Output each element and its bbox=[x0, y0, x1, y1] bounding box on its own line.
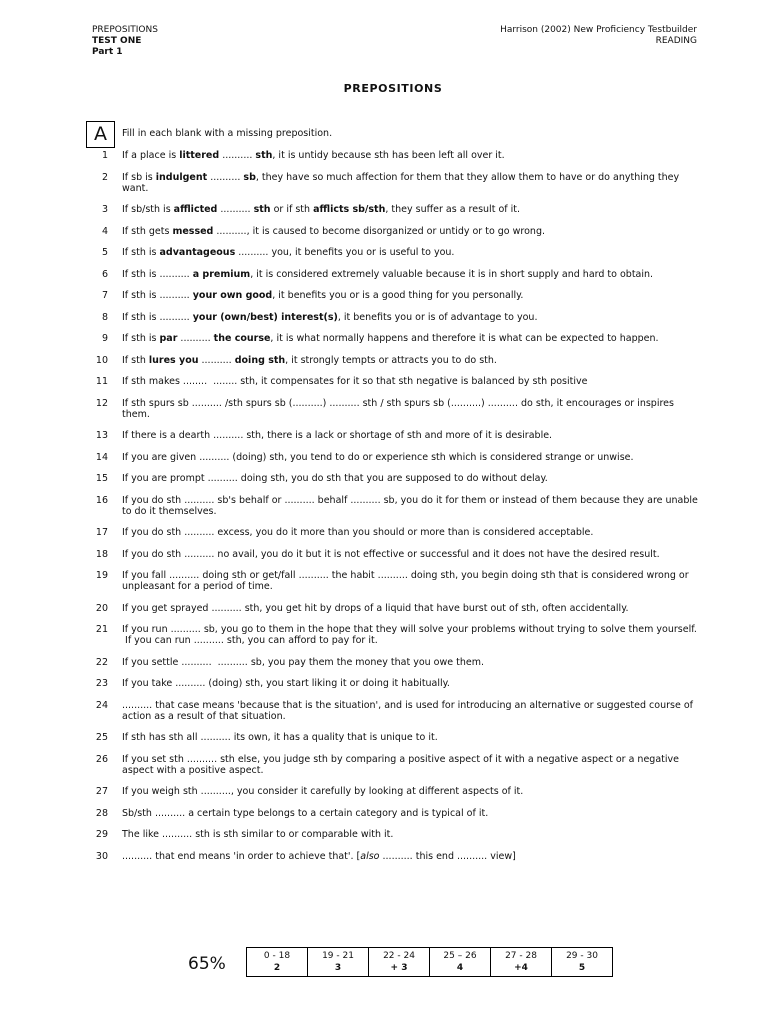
item-text: If you take .......... (doing) sth, you start liking it or doing it habitually. bbox=[122, 678, 450, 689]
item-number: 23 bbox=[95, 678, 108, 689]
item-number: 11 bbox=[95, 376, 108, 387]
item-text: If you are given .......... (doing) sth, you tend to do or experience sth which is considered strange or unwise. bbox=[122, 451, 634, 463]
item-text: If you get sprayed .......... sth, you get hit by drops of a liquid that have burst out of sth, often accidentally. bbox=[122, 602, 629, 614]
exercise-item bbox=[0, 624, 768, 646]
score-band bbox=[308, 948, 369, 977]
score-grade: 4 bbox=[456, 963, 464, 973]
score-grade: + 3 bbox=[390, 963, 408, 973]
item-text: If sth makes ........ ........ sth, it compensates for it so that sth negative is balanced by sth positive bbox=[122, 376, 588, 387]
item-number: 24 bbox=[95, 699, 108, 711]
item-number: 16 bbox=[95, 494, 108, 506]
item-text: If sth gets messed .........., it is caused to become disorganized or untidy or to go wrong. bbox=[122, 225, 545, 237]
score-band bbox=[430, 948, 491, 977]
item-text: If you do sth .......... sb's behalf or .......... behalf .......... sb, you do it for them or instead of them because they are unable to do it themselves. bbox=[122, 494, 698, 517]
item-number: 1 bbox=[101, 150, 108, 161]
exercise-item bbox=[0, 172, 768, 194]
score-band bbox=[552, 948, 613, 977]
score-row bbox=[247, 948, 613, 977]
score-percent: 65% bbox=[188, 954, 226, 974]
exercise-item bbox=[0, 333, 768, 344]
score-range: 25 – 26 bbox=[443, 951, 477, 961]
item-text: If you are prompt .......... doing sth, you do sth that you are supposed to do without delay. bbox=[122, 473, 548, 484]
section-label: A bbox=[86, 121, 115, 148]
header-part: Part 1 bbox=[92, 47, 123, 57]
exercise-list bbox=[0, 150, 768, 872]
item-text: .......... that end means 'in order to achieve that'. [also .......... this end .......... view] bbox=[122, 850, 516, 862]
exercise-item bbox=[0, 732, 768, 743]
exercise-item bbox=[0, 754, 768, 776]
score-range: 19 - 21 bbox=[322, 951, 354, 961]
header-subject: PREPOSITIONS bbox=[92, 25, 158, 35]
score-band bbox=[247, 948, 308, 977]
header-skill: READING bbox=[655, 36, 697, 46]
item-number: 2 bbox=[101, 171, 108, 183]
item-text: If there is a dearth .......... sth, there is a lack or shortage of sth and more of it is desirable. bbox=[122, 430, 553, 441]
section-instruction: Fill in each blank with a missing preposition. bbox=[122, 128, 333, 139]
item-text: If you set sth .......... sth else, you judge sth by comparing a positive aspect of it with a negative aspect or a negative aspect with a positive aspect. bbox=[122, 753, 679, 776]
item-text: If sb/sth is afflicted .......... sth or if sth afflicts sb/sth, they suffer as a result of it. bbox=[122, 204, 521, 215]
exercise-item bbox=[0, 495, 768, 517]
item-number: 9 bbox=[101, 333, 108, 344]
exercise-item bbox=[0, 430, 768, 441]
exercise-item bbox=[0, 700, 768, 722]
exercise-item bbox=[0, 527, 768, 538]
item-number: 22 bbox=[95, 656, 108, 668]
exercise-item bbox=[0, 657, 768, 668]
score-band bbox=[491, 948, 552, 977]
exercise-item bbox=[0, 808, 768, 819]
exercise-item bbox=[0, 376, 768, 387]
item-number: 30 bbox=[95, 850, 108, 862]
score-band bbox=[369, 948, 430, 977]
item-number: 25 bbox=[95, 732, 108, 743]
exercise-item bbox=[0, 269, 768, 280]
exercise-item bbox=[0, 678, 768, 689]
exercise-item bbox=[0, 247, 768, 258]
exercise-item bbox=[0, 355, 768, 366]
item-text: If you do sth .......... no avail, you do it but it is not effective or successful and it does not have the desired result. bbox=[122, 548, 660, 560]
exercise-item bbox=[0, 290, 768, 301]
score-grade: 3 bbox=[334, 963, 342, 973]
item-text: If sth spurs sb .......... /sth spurs sb (..........) .......... sth / sth spurs sb (..........) .......... do sth, it encourages or inspires them. bbox=[122, 397, 674, 420]
score-grade: 5 bbox=[578, 963, 586, 973]
item-number: 12 bbox=[95, 397, 108, 409]
score-grade: +4 bbox=[514, 963, 528, 973]
item-number: 29 bbox=[95, 829, 108, 840]
exercise-item bbox=[0, 570, 768, 592]
item-text: If sth is par .......... the course, it is what normally happens and therefore it is what can be expected to happen. bbox=[122, 333, 659, 344]
item-number: 18 bbox=[95, 548, 108, 560]
item-number: 26 bbox=[95, 753, 108, 765]
header-source: Harrison (2002) New Proficiency Testbuilder bbox=[500, 25, 697, 35]
item-number: 27 bbox=[95, 786, 108, 797]
score-table bbox=[246, 947, 613, 977]
item-number: 15 bbox=[95, 473, 108, 484]
item-text: .......... that case means 'because that is the situation', and is used for introducing an alternative or suggested course of action as a result of that situation. bbox=[122, 699, 693, 722]
score-range: 22 - 24 bbox=[383, 951, 415, 961]
item-text: If sb is indulgent .......... sb, they have so much affection for them that they allow them to have or do anything they want. bbox=[122, 171, 680, 194]
exercise-item bbox=[0, 549, 768, 560]
header-right bbox=[500, 25, 697, 47]
item-number: 19 bbox=[95, 570, 108, 581]
score-grade: 2 bbox=[273, 963, 281, 973]
item-text: If sth is .......... a premium, it is considered extremely valuable because it is in short supply and hard to obtain. bbox=[122, 268, 654, 280]
item-number: 3 bbox=[101, 204, 108, 215]
item-text: The like .......... sth is sth similar to or comparable with it. bbox=[122, 829, 394, 840]
exercise-item bbox=[0, 452, 768, 463]
exercise-item bbox=[0, 150, 768, 161]
item-text: If you run .......... sb, you go to them in the hope that they will solve your problems without trying to solve them yourself. If you can run .......... sth, you can afford to pay for it. bbox=[122, 624, 697, 646]
header-left bbox=[92, 25, 158, 58]
item-number: 13 bbox=[95, 430, 108, 441]
exercise-item bbox=[0, 312, 768, 323]
exercise-item bbox=[0, 398, 768, 420]
item-number: 4 bbox=[101, 225, 108, 237]
exercise-item bbox=[0, 829, 768, 840]
score-range: 0 - 18 bbox=[263, 951, 291, 961]
item-text: If you weigh sth .........., you consider it carefully by looking at different aspects of it. bbox=[122, 786, 524, 797]
item-text: If sth is .......... your (own/best) interest(s), it benefits you or is of advantage to you. bbox=[122, 311, 538, 323]
item-number: 5 bbox=[101, 247, 108, 258]
score-range: 29 - 30 bbox=[566, 951, 598, 961]
exercise-item bbox=[0, 851, 768, 862]
exercise-item bbox=[0, 786, 768, 797]
item-text: If sth lures you .......... doing sth, it strongly tempts or attracts you to do sth. bbox=[122, 354, 497, 366]
exercise-item bbox=[0, 204, 768, 215]
exercise-item bbox=[0, 226, 768, 237]
item-text: If sth has sth all .......... its own, it has a quality that is unique to it. bbox=[122, 732, 438, 743]
header-test: TEST ONE bbox=[92, 36, 142, 46]
item-text: If a place is littered .......... sth, it is untidy because sth has been left all over it. bbox=[122, 150, 505, 161]
score-range: 27 - 28 bbox=[505, 951, 537, 961]
item-number: 14 bbox=[95, 451, 108, 463]
page-title: PREPOSITIONS bbox=[343, 82, 443, 95]
item-text: If you do sth .......... excess, you do it more than you should or more than is considered acceptable. bbox=[122, 527, 594, 538]
item-number: 21 bbox=[95, 624, 108, 635]
item-number: 10 bbox=[95, 354, 108, 366]
item-text: If you fall .......... doing sth or get/fall .......... the habit .......... doing sth, you begin doing sth that is considered wrong or unpleasant for a period of time. bbox=[122, 570, 689, 592]
item-number: 20 bbox=[95, 602, 108, 614]
item-text: If you settle .......... .......... sb, you pay them the money that you owe them. bbox=[122, 656, 484, 668]
item-number: 28 bbox=[95, 807, 108, 819]
item-text: If sth is .......... your own good, it benefits you or is a good thing for you personally. bbox=[122, 290, 524, 301]
item-number: 8 bbox=[101, 311, 108, 323]
item-number: 7 bbox=[101, 290, 108, 301]
item-number: 17 bbox=[95, 527, 108, 538]
item-text: If sth is advantageous .......... you, it benefits you or is useful to you. bbox=[122, 247, 455, 258]
exercise-item bbox=[0, 473, 768, 484]
item-number: 6 bbox=[101, 268, 108, 280]
item-text: Sb/sth .......... a certain type belongs to a certain category and is typical of it. bbox=[122, 807, 489, 819]
exercise-item bbox=[0, 603, 768, 614]
